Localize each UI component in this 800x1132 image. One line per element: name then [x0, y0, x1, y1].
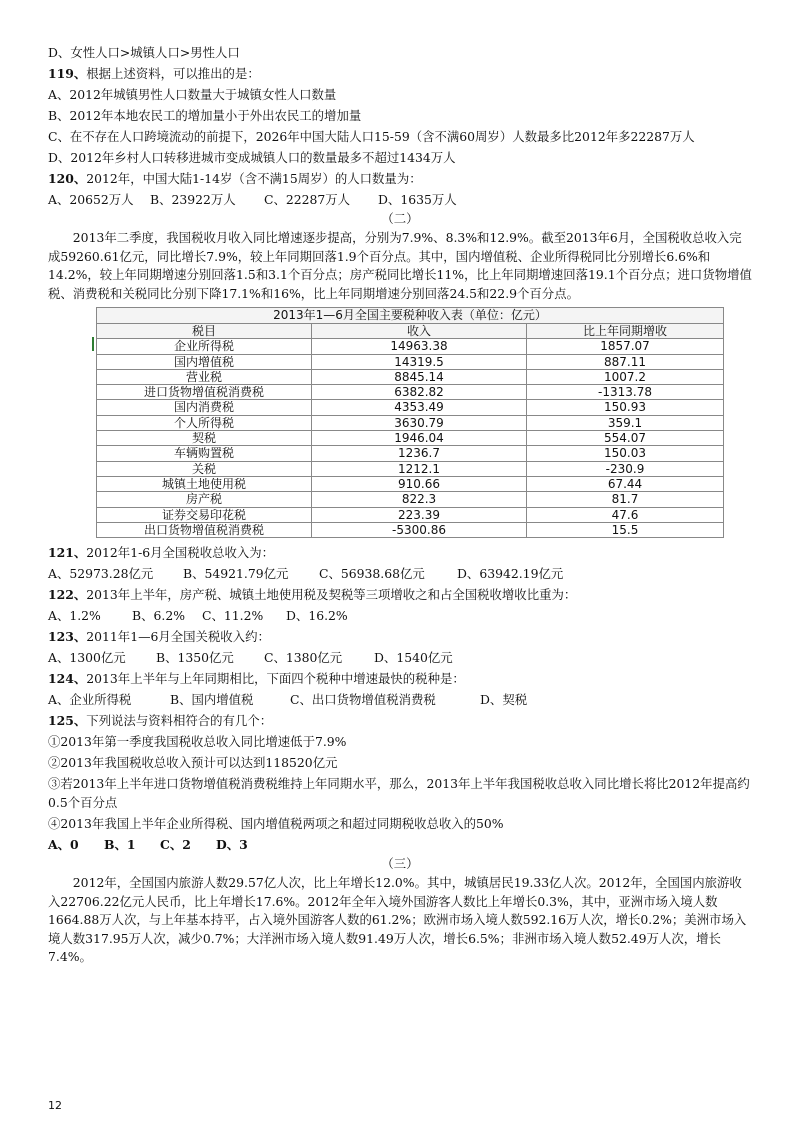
statement-3: ③若2013年上半年进口货物增值税消费税维持上年同期水平，那么，2013年上半年我国税收总收入同比增长将比2012年提高约0.5个百分点 [48, 776, 750, 810]
options-124 [48, 689, 752, 710]
question-125 [48, 710, 752, 731]
increase-cell: -230.9 [527, 461, 724, 476]
option-c: C、22287万人 [264, 192, 351, 207]
table-header-row [97, 324, 724, 339]
option-d: D、3 [216, 837, 248, 853]
document-page [48, 42, 752, 969]
options-122 [48, 605, 752, 626]
increase-cell: 47.6 [527, 507, 724, 522]
column-header: 税目 [97, 324, 312, 339]
question-number: 122、 [48, 587, 87, 603]
table-row [97, 369, 724, 384]
option-c: C、出口货物增值税消费税 [290, 692, 436, 708]
option-d-prev: D、女性人口>城镇人口>男性人口 [48, 45, 240, 60]
income-cell: 822.3 [312, 492, 527, 507]
income-cell: -5300.86 [312, 522, 527, 537]
question-120 [48, 168, 752, 189]
question-122 [48, 584, 752, 605]
tax-name-cell: 进口货物增值税消费税 [97, 385, 312, 400]
option-c: C、在不存在人口跨境流动的前提下，2026年中国大陆人口15-59（含不满60周岁）人数最多比2012年多22287万人 [48, 129, 695, 144]
option-b: B、国内增值税 [170, 692, 254, 708]
table-row [97, 385, 724, 400]
increase-cell: 81.7 [527, 492, 724, 507]
option-a: A、52973.28亿元 [48, 566, 154, 582]
income-cell: 6382.82 [312, 385, 527, 400]
tax-name-cell: 契税 [97, 431, 312, 446]
option-d: D、1540亿元 [374, 650, 453, 666]
question-number: 119、 [48, 66, 87, 81]
section-2-paragraph: 2013年二季度，我国税收月收入同比增速逐步提高，分别为7.9%、8.3%和12.9%。截至2013年6月，全国税收总收入完成59260.61亿元，同比增长7.9%，较上年同期回落1.9个百分点。其中，国内增值税、企业所得税同比分别增长6.6%和14.2%，较上年同期增速分别回落1.5和3.1个百分点；房产税同比增长11%，比上年同期增速回落19.1个百分点；进口货物增值税、消费税和关税同比分别下降17.1%和16%，比上年同期增速分别回落24.5和22.9个百分点。 [48, 230, 752, 301]
option-b: B、2012年本地农民工的增加量小于外出农民工的增加量 [48, 108, 362, 123]
options-121 [48, 563, 752, 584]
option-a: A、1.2% [48, 608, 101, 624]
table-row [97, 431, 724, 446]
income-cell: 223.39 [312, 507, 527, 522]
table-row [97, 354, 724, 369]
question-stem: 2013年上半年，房产税、城镇土地使用税及契税等三项增收之和占全国税收增收比重为： [86, 587, 577, 603]
question-number: 124、 [48, 671, 87, 687]
tax-name-cell: 车辆购置税 [97, 446, 312, 461]
options-123 [48, 647, 752, 668]
increase-cell: 359.1 [527, 415, 724, 430]
table-row [97, 507, 724, 522]
question-stem: 2011年1—6月全国关税收入约： [86, 629, 270, 645]
question-number: 120、 [48, 171, 87, 186]
statement-2: ②2013年我国税收总收入预计可以达到118520亿元 [48, 755, 338, 771]
option-a: A、1300亿元 [48, 650, 126, 666]
statement-1: ①2013年第一季度我国税收总收入同比增速低于7.9% [48, 734, 347, 750]
tax-name-cell: 个人所得税 [97, 415, 312, 430]
increase-cell: 554.07 [527, 431, 724, 446]
increase-cell: 150.93 [527, 400, 724, 415]
table-caption: 2013年1—6月全国主要税种收入表（单位：亿元） [96, 307, 724, 323]
option-d: D、1635万人 [378, 192, 457, 207]
option-c: C、56938.68亿元 [319, 566, 425, 582]
section-2-title: （二） [381, 211, 419, 226]
cell-cursor-marker [92, 337, 94, 351]
increase-cell: 887.11 [527, 354, 724, 369]
option-a: A、20652万人 [48, 192, 134, 207]
option-a: A、2012年城镇男性人口数量大于城镇女性人口数量 [48, 87, 337, 102]
income-cell: 1212.1 [312, 461, 527, 476]
question-number: 123、 [48, 629, 87, 645]
question-stem: 下列说法与资料相符合的有几个： [86, 713, 273, 729]
question-123 [48, 626, 752, 647]
table-row [97, 446, 724, 461]
option-b: B、1350亿元 [156, 650, 234, 666]
tax-name-cell: 房产税 [97, 492, 312, 507]
options-120 [48, 189, 752, 210]
tax-name-cell: 关税 [97, 461, 312, 476]
options-125 [48, 834, 752, 855]
tax-income-table [96, 307, 724, 538]
tax-name-cell: 出口货物增值税消费税 [97, 522, 312, 537]
option-d: D、63942.19亿元 [457, 566, 564, 582]
income-cell: 8845.14 [312, 369, 527, 384]
option-a: A、0 [48, 837, 79, 853]
question-124 [48, 668, 752, 689]
option-d: D、2012年乡村人口转移进城市变成城镇人口的数量最多不超过1434万人 [48, 150, 456, 165]
table-row [97, 522, 724, 537]
option-b: B、54921.79亿元 [183, 566, 289, 582]
section-3-title: （三） [381, 856, 419, 872]
question-stem: 2013年上半年与上年同期相比，下面四个税种中增速最快的税种是： [86, 671, 465, 687]
tax-name-cell: 国内消费税 [97, 400, 312, 415]
section-3-paragraph: 2012年，全国国内旅游人数29.57亿人次，比上年增长12.0%。其中，城镇居民19.33亿人次。2012年，全国国内旅游收入22706.22亿元人民币，比上年增长17.6%。2012年全年入境外国游客人数比上年增长0.3%，其中，亚洲市场入境人数1664.88万人次，与上年基本持平，占入境外国游客人数的61.2%；欧洲市场入境人数592.16万人次，增长0.2%；美洲市场入境人数317.95万人次，减少0.7%；大洋洲市场入境人数91.49万人次，增长6.5%；非洲市场入境人数52.49万人次，增长7.4%。 [48, 875, 747, 965]
question-stem: 2012年1-6月全国税收总收入为： [86, 545, 275, 561]
option-a: A、企业所得税 [48, 692, 132, 708]
tax-name-cell: 国内增值税 [97, 354, 312, 369]
income-cell: 1946.04 [312, 431, 527, 446]
increase-cell: 1007.2 [527, 369, 724, 384]
table-row [97, 476, 724, 491]
option-c: C、2 [160, 837, 191, 853]
income-cell: 14963.38 [312, 339, 527, 354]
question-number: 121、 [48, 545, 87, 561]
column-header: 比上年同期增收 [527, 324, 724, 339]
option-d: D、16.2% [286, 608, 348, 624]
increase-cell: 67.44 [527, 476, 724, 491]
tax-name-cell: 企业所得税 [97, 339, 312, 354]
tax-name-cell: 营业税 [97, 369, 312, 384]
option-c: C、1380亿元 [264, 650, 343, 666]
table-row [97, 461, 724, 476]
option-c: C、11.2% [202, 608, 264, 624]
increase-cell: 150.03 [527, 446, 724, 461]
table-row [97, 492, 724, 507]
income-cell: 3630.79 [312, 415, 527, 430]
tax-name-cell: 城镇土地使用税 [97, 476, 312, 491]
column-header: 收入 [312, 324, 527, 339]
income-cell: 910.66 [312, 476, 527, 491]
question-119 [48, 63, 752, 84]
increase-cell: 1857.07 [527, 339, 724, 354]
increase-cell: 15.5 [527, 522, 724, 537]
statement-4: ④2013年我国上半年企业所得税、国内增值税两项之和超过同期税收总收入的50% [48, 816, 504, 832]
question-stem: 2012年，中国大陆1-14岁（含不满15周岁）的人口数量为： [86, 171, 422, 186]
income-cell: 1236.7 [312, 446, 527, 461]
table-row [97, 400, 724, 415]
question-121 [48, 542, 752, 563]
question-number: 125、 [48, 713, 87, 729]
page-number: 12 [48, 1099, 62, 1112]
income-cell: 4353.49 [312, 400, 527, 415]
tax-name-cell: 证券交易印花税 [97, 507, 312, 522]
tax-table-container [96, 307, 724, 538]
option-b: B、23922万人 [150, 192, 236, 207]
option-b: B、6.2% [132, 608, 185, 624]
option-d: D、契税 [480, 692, 528, 708]
question-stem: 根据上述资料，可以推出的是： [86, 66, 260, 81]
increase-cell: -1313.78 [527, 385, 724, 400]
option-b: B、1 [104, 837, 136, 853]
table-row [97, 415, 724, 430]
table-row [97, 339, 724, 354]
income-cell: 14319.5 [312, 354, 527, 369]
